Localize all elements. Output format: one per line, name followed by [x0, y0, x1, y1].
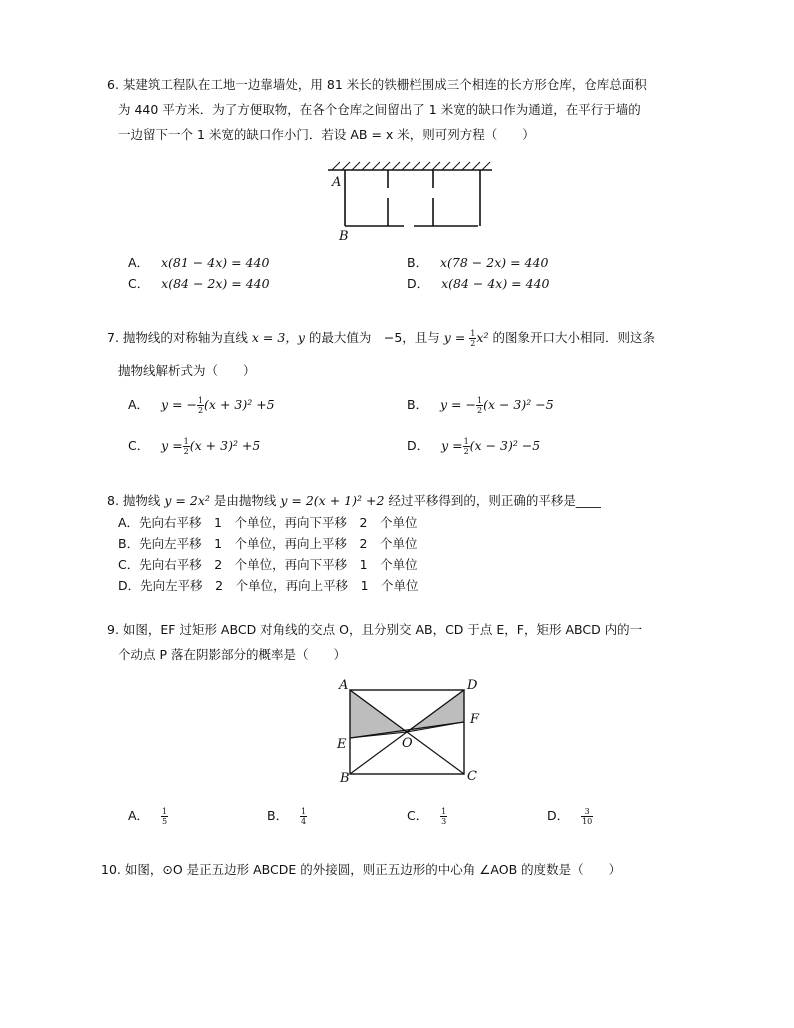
- q7-option-d-pre: y =: [441, 438, 463, 453]
- q7-option-a-label: A．: [128, 397, 150, 412]
- q9-option-a-num: 1: [161, 807, 168, 816]
- q7-option-b: [407, 396, 554, 415]
- q7-option-a-pre: y = −: [160, 397, 197, 412]
- q9-option-d-label: D．: [547, 808, 570, 823]
- q7-option-a-num: 1: [197, 396, 204, 405]
- q7-text-c: 的最大值为 −5，且与: [308, 330, 440, 345]
- q7-option-d-frac: [463, 437, 470, 456]
- q9-option-b-den: 4: [301, 817, 307, 826]
- q8-option-c: C．先向右平移 2 个单位，再向下平移 1 个单位: [118, 557, 418, 572]
- q7-text-line2: 抛物线解析式为（ ）: [118, 363, 256, 378]
- q8-text-a: 8. 抛物线: [107, 493, 161, 508]
- q7-frac-num: 1: [470, 329, 476, 338]
- q7-option-b-num: 1: [476, 396, 483, 405]
- q6-text-line3: 一边留下一个 1 米宽的缺口作小门．若设 AB = x 米，则可列方程（ ）: [118, 127, 535, 142]
- q9-option-b-num: 1: [301, 807, 307, 816]
- q6-label-b: B: [339, 229, 349, 244]
- q8-text-line1: [107, 492, 601, 510]
- q8-option-a: A．先向右平移 1 个单位，再向下平移 2 个单位: [118, 515, 418, 530]
- q9-option-c-label: C．: [407, 808, 429, 823]
- q9-option-a-frac: [161, 807, 168, 826]
- q7-text-f: 的图象开口大小相同．则这条: [492, 330, 655, 345]
- q9-option-c: [407, 807, 447, 826]
- q7-option-a-frac: [197, 396, 204, 415]
- q6-option-a-label: A．: [128, 255, 150, 270]
- q7-text-d: y =: [443, 330, 466, 345]
- q9-text-line2: 个动点 P 落在阴影部分的概率是（ ）: [118, 647, 346, 662]
- q9-option-d-frac: [581, 807, 593, 826]
- q7-option-c-frac: [183, 437, 190, 456]
- q9-label-f: F: [470, 712, 480, 727]
- q7-option-d-den: 2: [463, 447, 469, 456]
- q6-text-line1: 6. 某建筑工程队在工地一边靠墙处，用 81 米长的铁栅栏围成三个相连的长方形仓库，仓库总面积: [107, 77, 647, 92]
- q6-option-d: [407, 275, 549, 293]
- q7-option-c-den: 2: [183, 447, 189, 456]
- q7-option-d-post: (x − 3)² −5: [469, 438, 541, 453]
- q7-option-b-post: (x − 3)² −5: [483, 397, 554, 412]
- q7-option-b-pre: y = −: [440, 397, 476, 412]
- q7-text-a: 7. 抛物线的对称轴为直线: [107, 330, 248, 345]
- q6-text-line2: 为 440 平方米．为了方便取物，在各个仓库之间留出了 1 米宽的缺口作为通道，在平行于墙的: [118, 102, 641, 117]
- q6-warehouse-figure: [328, 160, 498, 244]
- q6-option-b-label: B．: [407, 255, 429, 270]
- q6-option-b-text: x(78 − 2x) = 440: [440, 255, 549, 270]
- q7-option-c-post: (x + 3)² +5: [189, 438, 261, 453]
- q6-option-a-text: x(81 − 4x) = 440: [160, 255, 270, 270]
- q7-option-c-pre: y =: [161, 438, 183, 453]
- q6-option-a: [128, 254, 269, 272]
- q8-option-b: B．先向左平移 1 个单位，再向上平移 2 个单位: [118, 536, 418, 551]
- q8-text-c: 是由抛物线: [213, 493, 277, 508]
- q9-label-a: A: [339, 678, 349, 693]
- q7-option-d-label: D．: [407, 438, 430, 453]
- q9-option-c-frac: [440, 807, 447, 826]
- q7-option-c-label: C．: [128, 438, 150, 453]
- q9-label-d: D: [467, 678, 478, 693]
- q9-option-c-num: 1: [441, 807, 447, 816]
- q9-text-line1: 9. 如图，EF 过矩形 ABCD 对角线的交点 O，且分别交 AB，CD 于点 E，F，矩形 ABCD 内的一: [107, 622, 643, 637]
- q9-option-c-den: 3: [441, 817, 447, 826]
- q6-option-d-text: x(84 − 4x) = 440: [441, 276, 550, 291]
- q9-option-a: [128, 807, 168, 826]
- q9-option-a-label: A．: [128, 808, 150, 823]
- q10-text-line1: 10. 如图，⊙O 是正五边形 ABCDE 的外接圆，则正五边形的中心角 ∠AOB 的度数是（ ）: [101, 862, 622, 877]
- q7-option-d-num: 1: [463, 437, 469, 446]
- q7-option-b-label: B．: [407, 397, 429, 412]
- q8-text-b: y = 2x²: [164, 493, 210, 508]
- q9-option-a-den: 5: [161, 817, 168, 826]
- q6-option-c-text: x(84 − 2x) = 440: [161, 276, 270, 291]
- q7-option-c-num: 1: [183, 437, 189, 446]
- q9-option-b-frac: [300, 807, 307, 826]
- q7-option-b-den: 2: [476, 406, 483, 415]
- q6-option-c-label: C．: [128, 276, 150, 291]
- q9-label-b: B: [340, 771, 350, 786]
- q8-option-d: D．先向左平移 2 个单位，再向上平移 1 个单位: [118, 578, 419, 593]
- q6-option-d-label: D．: [407, 276, 430, 291]
- q7-text-e: x²: [476, 330, 489, 345]
- q6-option-c: [128, 275, 270, 293]
- q7-frac-den: 2: [470, 339, 476, 348]
- q6-option-b: [407, 254, 548, 272]
- q9-label-e: E: [337, 737, 347, 752]
- q9-option-d: [547, 807, 593, 826]
- q7-option-a-den: 2: [197, 406, 204, 415]
- q8-text-d: y = 2(x + 1)² +2: [280, 493, 385, 508]
- q7-option-b-frac: [476, 396, 483, 415]
- q9-option-d-den: 10: [582, 817, 593, 826]
- q9-label-o: O: [402, 736, 413, 751]
- q7-option-c: [128, 437, 260, 456]
- q9-option-d-num: 3: [581, 807, 593, 817]
- q9-rectangle-figure: [335, 676, 495, 786]
- q7-option-a-post: (x + 3)² +5: [204, 397, 275, 412]
- q7-option-d: [407, 437, 540, 456]
- q7-text-line1: [107, 329, 655, 348]
- q9-option-b: [267, 807, 307, 826]
- q6-label-a: A: [332, 175, 342, 190]
- q9-label-c: C: [467, 769, 477, 784]
- q8-text-e: 经过平移得到的，则正确的平移是____: [388, 493, 601, 508]
- q7-text-b: x = 3，y: [251, 330, 305, 345]
- q9-option-b-label: B．: [267, 808, 289, 823]
- q7-option-a: [128, 396, 275, 415]
